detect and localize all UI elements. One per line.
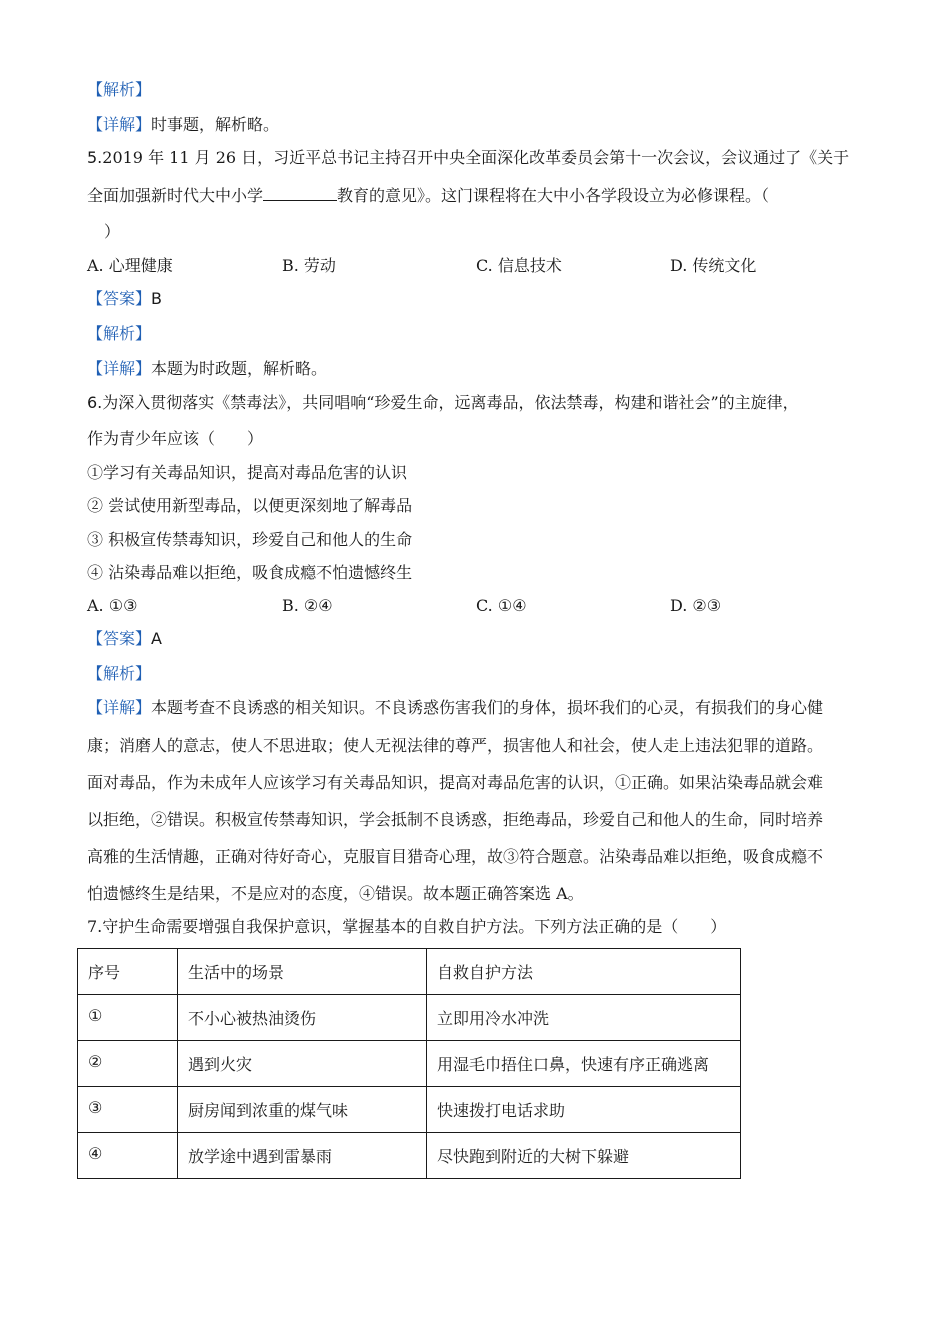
q4-detail-tag: 【详解】 [87,115,152,134]
table-row [78,1133,741,1179]
q6-option-b: B. ②④ [282,596,333,615]
table-cell: 用湿毛巾捂住口鼻，快速有序正确逃离 [427,1041,741,1087]
q5-number: 5. [87,148,103,167]
q5-line2a: 全面加强新时代大中小学 [87,186,264,205]
q6-stem-line1 [87,393,799,413]
q5-answer-value: B [151,289,162,308]
q6-answer-value: A [151,629,162,648]
q6-detail-text-1: 本题考查不良诱惑的相关知识。不良诱惑伤害我们的身体，损坏我们的心灵，有损我们的身心健 [151,698,824,717]
q5-detail-tag: 【详解】 [87,359,152,378]
table-cell: 快速拨打电话求助 [427,1087,741,1133]
table-row [78,1087,741,1133]
q5-option-a: A. 心理健康 [87,256,173,275]
q6-number: 6. [87,393,103,412]
table-row [78,995,741,1041]
q5-line1-text: 2019 年 11 月 26 日，习近平总书记主持召开中央全面深化改革委员会第十一次会议，会议通过了《关于 [102,148,850,167]
q6-line1-text: 为深入贯彻落实《禁毒法》，共同唱响“珍爱生命，远离毒品，依法禁毒，构建和谐社会”的主旋律， [102,393,799,412]
table-header-cell: 序号 [78,949,178,995]
q6-detail-line3: 面对毒品，作为未成年人应该学习有关毒品知识，提高对毒品危害的认识，①正确。如果沾染毒品就会难 [87,773,824,792]
q5-stem-line2 [87,186,769,206]
table-header-cell: 生活中的场景 [178,949,427,995]
q5-analysis-tag: 【解析】 [87,324,152,343]
q6-analysis-tag: 【解析】 [87,664,152,683]
table-cell: 立即用冷水冲洗 [427,995,741,1041]
q5-blank [263,186,337,201]
q6-detail-line1 [87,698,823,718]
table-header-cell: 自救自护方法 [427,949,741,995]
q6-item-1: ①学习有关毒品知识，提高对毒品危害的认识 [87,463,408,482]
q5-line2b: 教育的意见》。这门课程将在大中小各学段设立为必修课程。（ [337,186,770,205]
table-cell: 放学途中遇到雷暴雨 [178,1133,427,1179]
table-cell: ④ [78,1133,178,1179]
q4-analysis-tag: 【解析】 [87,80,152,99]
q7-number: 7. [87,917,103,936]
q4-detail [87,115,279,135]
table-row [78,1041,741,1087]
q5-option-b: B. 劳动 [282,256,336,275]
q6-detail-line6: 怕遗憾终生是结果，不是应对的态度，④错误。故本题正确答案选 A。 [87,884,584,903]
q5-stem-line3: ） [104,222,121,241]
q7-stem [87,917,726,937]
q5-stem-line1 [87,148,849,168]
q6-option-a: A. ①③ [87,596,138,615]
q6-item-2: ② 尝试使用新型毒品，以便更深刻地了解毒品 [87,496,413,515]
q6-detail-line5: 高雅的生活情趣，正确对待好奇心，克服盲目猎奇心理，故③符合题意。沾染毒品难以拒绝，吸食成瘾不 [87,847,824,866]
q5-option-d: D. 传统文化 [670,256,757,275]
table-cell: 尽快跑到附近的大树下躲避 [427,1133,741,1179]
q6-detail-line4: 以拒绝，②错误。积极宣传禁毒知识，学会抵制不良诱惑，拒绝毒品，珍爱自己和他人的生命，同时培养 [87,810,824,829]
q5-answer [87,289,162,309]
table-cell: 遇到火灾 [178,1041,427,1087]
q5-option-c: C. 信息技术 [476,256,562,275]
q6-item-3: ③ 积极宣传禁毒知识，珍爱自己和他人的生命 [87,530,413,549]
q4-detail-text: 时事题，解析略。 [151,115,280,134]
q6-option-d: D. ②③ [670,596,722,615]
table-cell: ② [78,1041,178,1087]
table-cell: ① [78,995,178,1041]
table-cell: 不小心被热油烫伤 [178,995,427,1041]
q5-detail-text: 本题为时政题，解析略。 [151,359,328,378]
table-header-row [78,949,741,995]
q6-stem-line2: 作为青少年应该（ ） [87,429,264,448]
q7-stem-text: 守护生命需要增强自我保护意识，掌握基本的自救自护方法。下列方法正确的是（ ） [102,917,727,936]
q6-answer [87,629,162,649]
q5-detail [87,359,327,379]
q6-option-c: C. ①④ [476,596,527,615]
table-cell: ③ [78,1087,178,1133]
q5-answer-tag: 【答案】 [87,289,152,308]
table-cell: 厨房闻到浓重的煤气味 [178,1087,427,1133]
q7-table [77,948,741,1179]
q6-answer-tag: 【答案】 [87,629,152,648]
q6-detail-tag: 【详解】 [87,698,152,717]
q6-detail-line2: 康；消磨人的意志，使人不思进取；使人无视法律的尊严，损害他人和社会，使人走上违法犯罪的道路。 [87,736,824,755]
q6-item-4: ④ 沾染毒品难以拒绝，吸食成瘾不怕遗憾终生 [87,563,413,582]
